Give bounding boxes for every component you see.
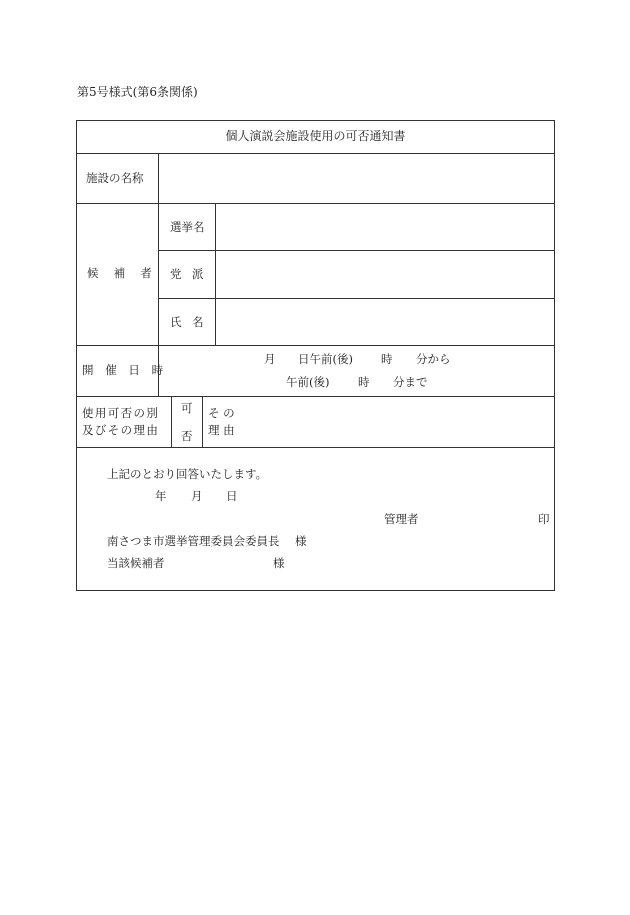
approval-mark-divider: [202, 396, 203, 447]
election-row-divider: [158, 250, 555, 251]
approval-label-line-2: 及びその理由: [82, 423, 160, 437]
reply-date-day: 日: [226, 489, 238, 503]
reply-sentence: 上記のとおり回答いたします。: [107, 467, 268, 481]
label-column-divider: [158, 153, 159, 396]
datetime-day-am-label: 日午前(後): [298, 352, 353, 366]
candidate-name-label: 氏 名: [170, 315, 208, 329]
form-number-header: 第5号様式(第6条関係): [77, 85, 198, 99]
party-field[interactable]: [220, 257, 550, 293]
seal-mark: 印: [538, 512, 550, 526]
deny-mark[interactable]: 否: [181, 429, 193, 443]
party-row-divider: [158, 298, 555, 299]
datetime-from-label: 分から: [416, 352, 451, 366]
approval-label-divider: [171, 396, 172, 447]
addressee-candidate-suffix: 様: [273, 556, 285, 570]
reply-date-month: 月: [191, 489, 203, 503]
reason-field[interactable]: [245, 401, 549, 443]
datetime-label: 開 催 日 時: [82, 363, 168, 377]
reason-label-line-2: 理 由: [208, 423, 235, 437]
reply-date-year: 年: [155, 489, 167, 503]
election-name-field[interactable]: [220, 210, 550, 246]
approval-row-divider: [76, 447, 555, 448]
candidate-name-field[interactable]: [220, 305, 550, 341]
facility-row-divider: [76, 203, 555, 204]
addressee-committee: 南さつま市選挙管理委員会委員長: [107, 534, 280, 548]
datetime-month-label: 月: [264, 352, 276, 366]
candidate-row-divider: [76, 345, 555, 346]
addressee-candidate: 当該候補者: [107, 556, 165, 570]
datetime-hour-label-2: 時: [358, 375, 370, 389]
approval-label-line-1: 使用可否の別: [82, 406, 160, 420]
form-title: 個人演説会施設使用の可否通知書: [225, 129, 406, 143]
datetime-row-divider: [76, 396, 555, 397]
approve-mark[interactable]: 可: [181, 401, 193, 415]
election-name-label: 選挙名: [170, 220, 205, 234]
party-label: 党 派: [170, 267, 208, 281]
reason-label-line-1: そ の: [208, 406, 235, 420]
candidate-label: 候 補 者: [87, 266, 158, 280]
datetime-am-label: 午前(後): [286, 375, 330, 389]
subfield-column-divider: [215, 203, 216, 345]
facility-name-label: 施設の名称: [86, 171, 144, 185]
title-row-divider: [76, 153, 555, 154]
manager-label: 管理者: [384, 512, 419, 526]
addressee-committee-suffix: 様: [295, 534, 307, 548]
facility-name-field[interactable]: [163, 160, 549, 198]
datetime-until-label: 分まで: [393, 375, 428, 389]
datetime-hour-label: 時: [381, 352, 393, 366]
